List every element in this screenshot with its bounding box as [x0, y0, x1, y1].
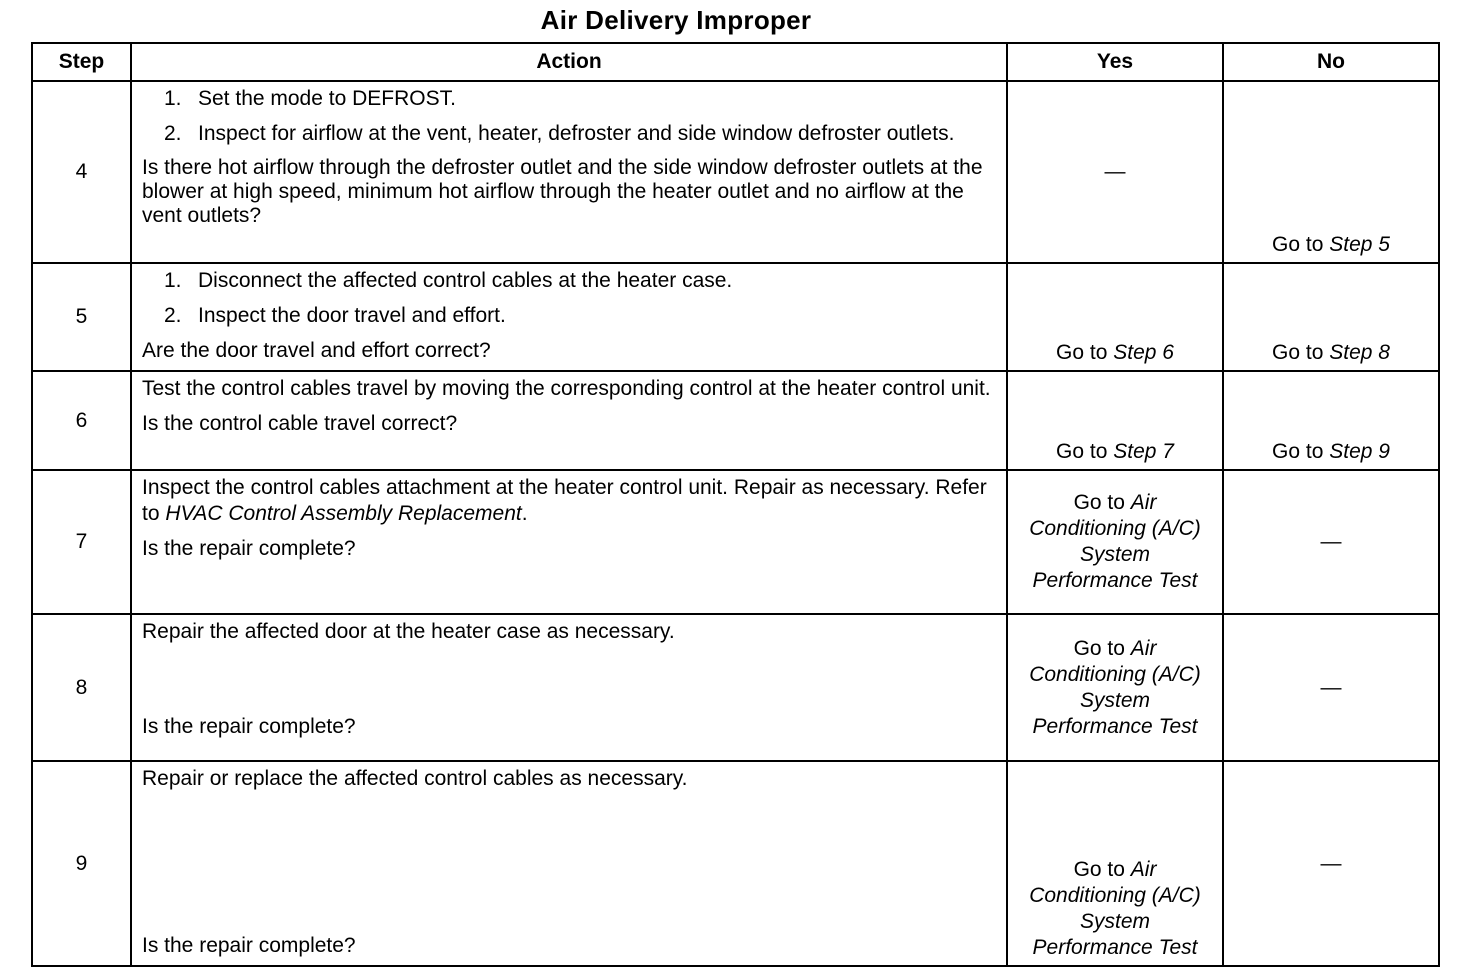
question-text: Is there hot airflow through the defroster outlet and the side window defroster outlets at the blower at high speed, minimum hot airflow through the heater outlet and no airflow at the vent outlets?	[142, 156, 983, 227]
no-cell: —	[1223, 470, 1439, 614]
header-step: Step	[32, 43, 131, 81]
question-text: Are the door travel and effort correct?	[142, 339, 491, 362]
step-number: 5	[32, 263, 131, 371]
list-item: 2. Inspect the door travel and effort.	[164, 304, 506, 327]
step-number: 7	[32, 470, 131, 614]
step-link[interactable]: Step 8	[1329, 341, 1390, 364]
action-cell	[131, 470, 1007, 614]
step-number: 4	[32, 81, 131, 263]
procedure-link[interactable]: HVAC Control Assembly Replacement	[165, 502, 522, 525]
no-cell: —	[1223, 761, 1439, 966]
header-yes: Yes	[1007, 43, 1223, 81]
yes-cell: Go to Step 7	[1007, 371, 1223, 470]
action-text: Test the control cables travel by moving the corresponding control at the heater control unit.	[142, 377, 991, 400]
header-no: No	[1223, 43, 1439, 81]
action-cell	[131, 614, 1007, 761]
table-row	[32, 470, 1439, 614]
yes-cell: Go to Air Conditioning (A/C) System Performance Test	[1007, 470, 1223, 614]
header-action: Action	[131, 43, 1007, 81]
action-cell	[131, 81, 1007, 263]
step-number: 9	[32, 761, 131, 966]
step-link[interactable]: Step 7	[1113, 440, 1174, 463]
action-text: Inspect the control cables attachment at the heater control unit. Repair as necessary. Refer to HVAC Control Assembly Replacement.	[142, 476, 987, 525]
table-row	[32, 761, 1439, 966]
yes-cell: Go to Air Conditioning (A/C) System Performance Test	[1007, 761, 1223, 966]
table-row	[32, 81, 1439, 263]
procedure-link[interactable]: Air Conditioning (A/C) System Performance Test	[1029, 858, 1201, 959]
list-item: 2. Inspect for airflow at the vent, heater, defroster and side window defroster outlets.	[164, 122, 955, 145]
no-cell: Go to Step 9	[1223, 371, 1439, 470]
step-number: 8	[32, 614, 131, 761]
question-text: Is the repair complete?	[142, 934, 356, 957]
diagnostic-table	[31, 42, 1440, 967]
yes-cell: Go to Air Conditioning (A/C) System Performance Test	[1007, 614, 1223, 761]
table-row	[32, 614, 1439, 761]
step-link[interactable]: Step 5	[1329, 233, 1390, 256]
no-cell: Go to Step 5	[1223, 81, 1439, 263]
action-cell	[131, 263, 1007, 371]
yes-cell: —	[1007, 81, 1223, 263]
question-text: Is the repair complete?	[142, 715, 356, 738]
page-title: Air Delivery Improper	[540, 5, 812, 35]
question-text: Is the repair complete?	[142, 537, 356, 560]
procedure-link[interactable]: Air Conditioning (A/C) System Performance Test	[1029, 491, 1201, 592]
no-cell: —	[1223, 614, 1439, 761]
list-item: 1. Disconnect the affected control cables at the heater case.	[164, 269, 733, 292]
action-cell	[131, 371, 1007, 470]
action-text: Repair the affected door at the heater case as necessary.	[142, 620, 675, 643]
step-number: 6	[32, 371, 131, 470]
table-row	[32, 371, 1439, 470]
action-text: Repair or replace the affected control cables as necessary.	[142, 767, 688, 790]
header-row	[32, 43, 1439, 81]
list-item: 1. Set the mode to DEFROST.	[164, 87, 456, 110]
step-link[interactable]: Step 9	[1329, 440, 1390, 463]
table-row	[32, 263, 1439, 371]
action-cell	[131, 761, 1007, 966]
no-cell: Go to Step 8	[1223, 263, 1439, 371]
procedure-link[interactable]: Air Conditioning (A/C) System Performance Test	[1029, 636, 1201, 738]
question-text: Is the control cable travel correct?	[142, 412, 458, 435]
step-link[interactable]: Step 6	[1113, 341, 1174, 364]
yes-cell: Go to Step 6	[1007, 263, 1223, 371]
